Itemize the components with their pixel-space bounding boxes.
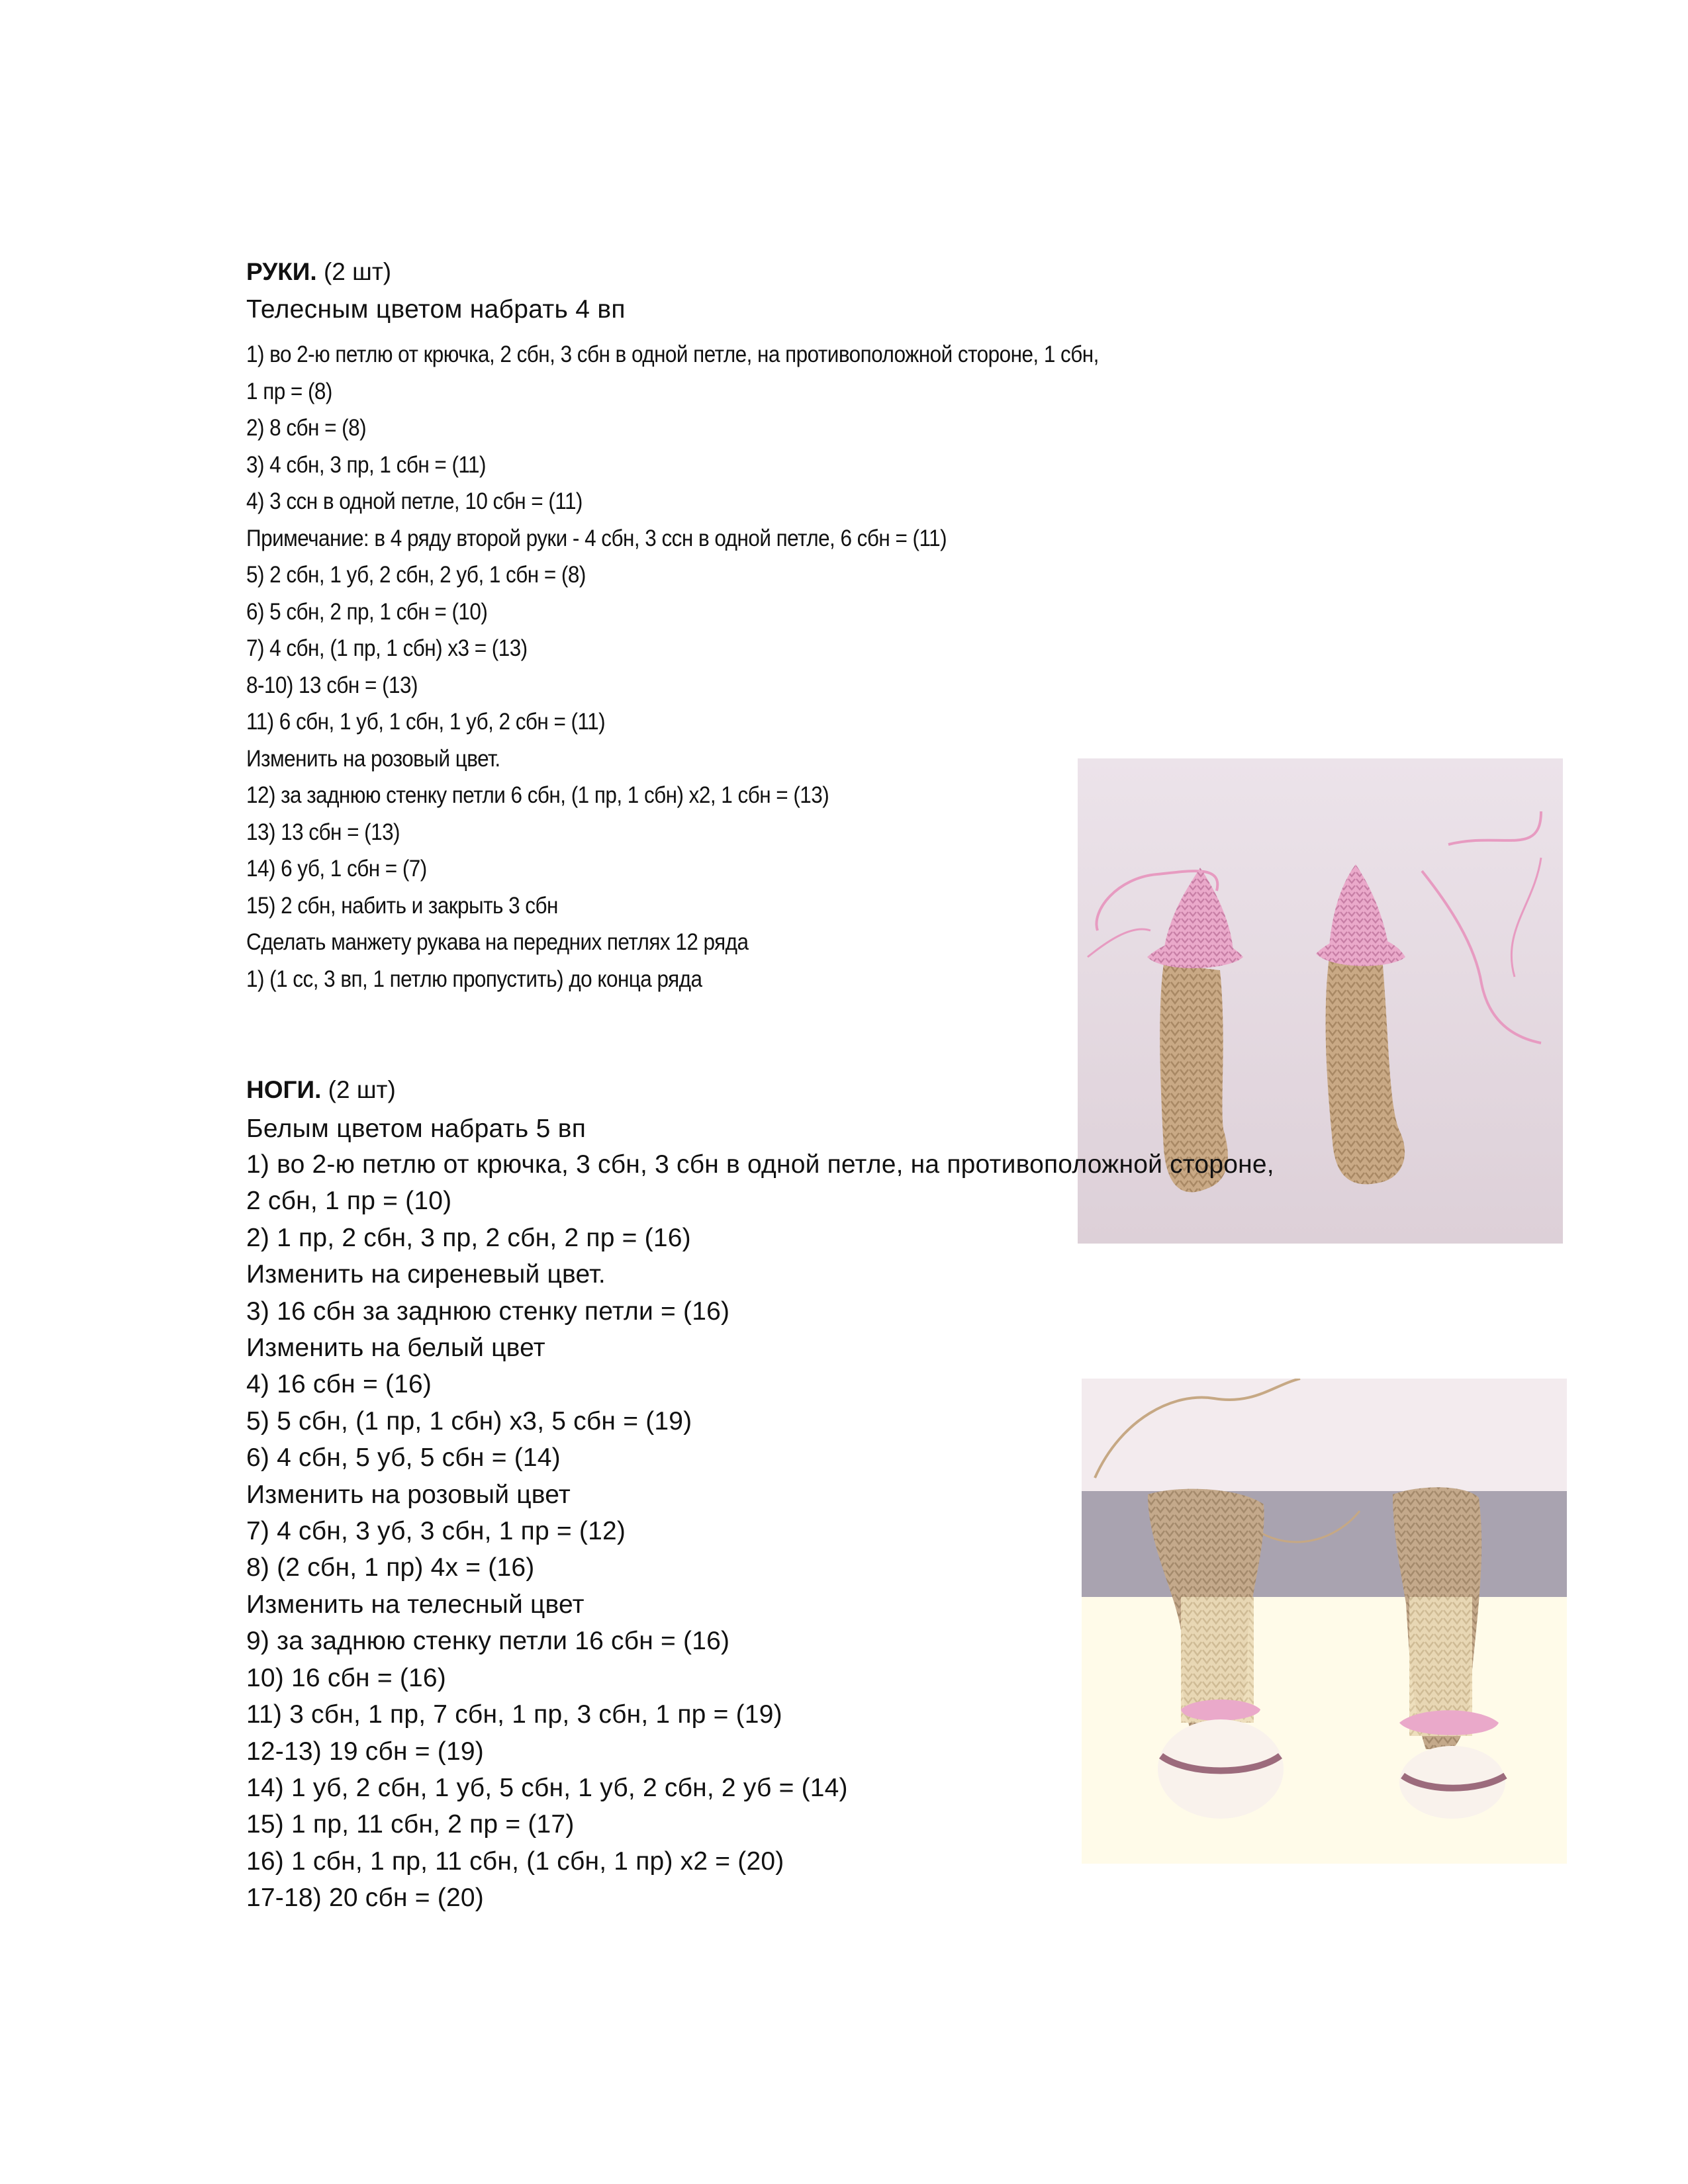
arms-row: 4) 3 ссн в одной петле, 10 сбн = (11) (246, 488, 583, 514)
legs-row: 14) 1 уб, 2 сбн, 1 уб, 5 сбн, 1 уб, 2 сбн, 2 уб = (14) (246, 1773, 848, 1802)
legs-row: 2 сбн, 1 пр = (10) (246, 1187, 452, 1216)
legs-row: 6) 4 сбн, 5 уб, 5 сбн = (14) (246, 1443, 561, 1473)
legs-count: (2 шт) (328, 1076, 396, 1103)
legs-heading: НОГИ. (246, 1076, 322, 1103)
arms-row: 8-10) 13 сбн = (13) (246, 672, 418, 698)
legs-row: 2) 1 пр, 2 сбн, 3 пр, 2 сбн, 2 пр = (16) (246, 1223, 691, 1252)
arms-row: 11) 6 сбн, 1 уб, 1 сбн, 1 уб, 2 сбн = (11) (246, 709, 606, 735)
legs-row: 4) 16 сбн = (16) (246, 1370, 432, 1399)
arms-rows-list (246, 336, 1194, 997)
legs-title (246, 1075, 396, 1105)
arms-heading: РУКИ. (246, 258, 317, 285)
arms-row: 15) 2 сбн, набить и закрыть 3 сбн (246, 892, 558, 919)
legs-start-instruction: Белым цветом набрать 5 вп (246, 1115, 586, 1143)
arms-row: Примечание: в 4 ряду второй руки - 4 сбн, 3 ссн в одной петле, 6 сбн = (11) (246, 525, 947, 551)
legs-row: Изменить на телесный цвет (246, 1590, 585, 1619)
legs-row: 1) во 2-ю петлю от крючка, 3 сбн, 3 сбн в одной петле, на противоположной стороне, (246, 1150, 1274, 1179)
legs-row: 7) 4 сбн, 3 уб, 3 сбн, 1 пр = (12) (246, 1517, 626, 1546)
arms-start-instruction: Телесным цветом набрать 4 вп (246, 295, 626, 324)
legs-row: 10) 16 сбн = (16) (246, 1663, 446, 1692)
arms-row: Изменить на розовый цвет. (246, 745, 500, 772)
arms-row: 3) 4 сбн, 3 пр, 1 сбн = (11) (246, 451, 486, 478)
legs-row: Изменить на белый цвет (246, 1334, 545, 1363)
legs-row: 12-13) 19 сбн = (19) (246, 1737, 484, 1766)
legs-row: 9) за заднюю стенку петли 16 сбн = (16) (246, 1627, 730, 1656)
arms-row: 12) за заднюю стенку петли 6 сбн, (1 пр, 1 сбн) х2, 1 сбн = (13) (246, 782, 829, 808)
legs-row: 15) 1 пр, 11 сбн, 2 пр = (17) (246, 1810, 575, 1839)
legs-row: 3) 16 сбн за заднюю стенку петли = (16) (246, 1297, 730, 1326)
arms-row: 7) 4 сбн, (1 пр, 1 сбн) х3 = (13) (246, 635, 528, 661)
legs-row: Изменить на сиреневый цвет. (246, 1260, 606, 1289)
arms-row: 13) 13 сбн = (13) (246, 819, 400, 845)
legs-row: 11) 3 сбн, 1 пр, 7 сбн, 1 пр, 3 сбн, 1 пр = (19) (246, 1700, 782, 1729)
legs-row: 17-18) 20 сбн = (20) (246, 1884, 484, 1913)
legs-row: 5) 5 сбн, (1 пр, 1 сбн) х3, 5 сбн = (19) (246, 1406, 692, 1435)
arms-row: 1) (1 сс, 3 вп, 1 петлю пропустить) до конца ряда (246, 966, 702, 992)
arms-row: 1 пр = (8) (246, 378, 332, 404)
arms-count: (2 шт) (323, 258, 392, 285)
arms-title (246, 257, 391, 287)
arms-row: 5) 2 сбн, 1 уб, 2 сбн, 2 уб, 1 сбн = (8) (246, 562, 586, 588)
legs-row: 8) (2 сбн, 1 пр) 4х = (16) (246, 1553, 535, 1582)
arms-row: Сделать манжету рукава на передних петлях 12 ряда (246, 929, 749, 955)
legs-row: Изменить на розовый цвет (246, 1480, 571, 1509)
arms-row: 14) 6 уб, 1 сбн = (7) (246, 856, 427, 882)
arms-row: 6) 5 сбн, 2 пр, 1 сбн = (10) (246, 598, 488, 625)
arms-row: 1) во 2-ю петлю от крючка, 2 сбн, 3 сбн в одной петле, на противоположной стороне, 1 сбн, (246, 341, 1099, 367)
legs-rows-list (246, 1146, 1274, 1917)
arms-row: 2) 8 сбн = (8) (246, 415, 367, 441)
legs-row: 16) 1 сбн, 1 пр, 11 сбн, (1 сбн, 1 пр) х2 = (20) (246, 1846, 784, 1876)
